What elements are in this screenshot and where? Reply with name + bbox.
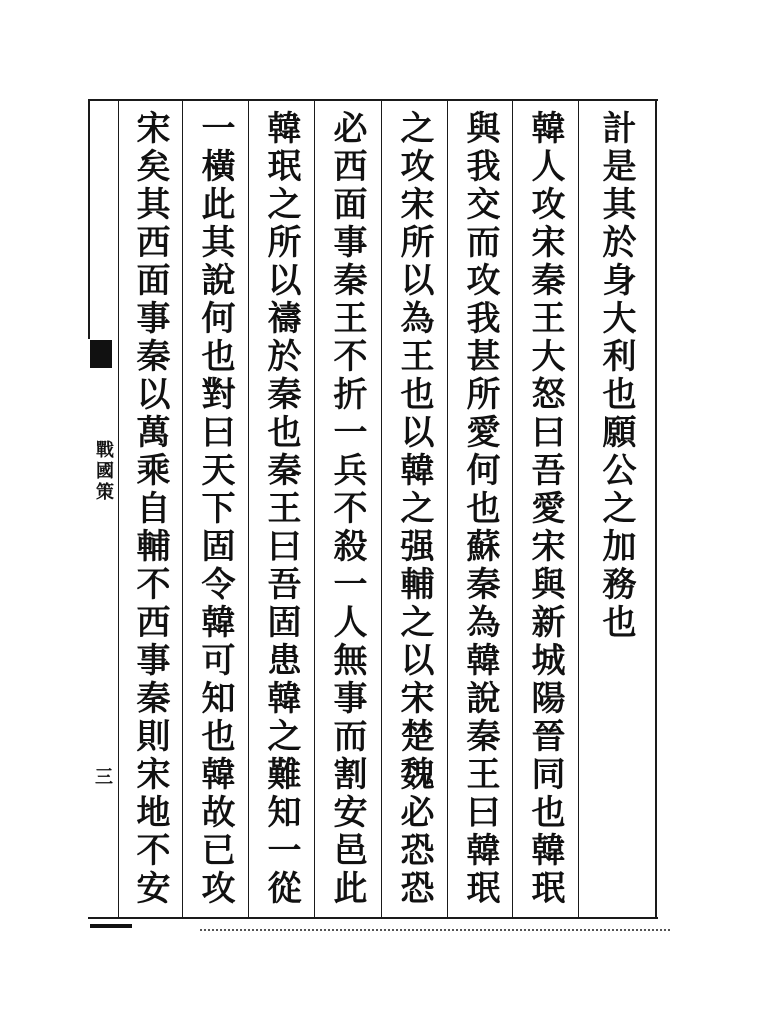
margin-book-title: 戰國策: [93, 440, 114, 503]
text-column: 韓珉之所以禱於秦也秦王曰吾固患韓之難知一從: [261, 110, 301, 908]
foot-mark: [90, 924, 132, 928]
text-column: 宋矣其西面事秦以萬乘自輔不西事秦則宋地不安: [130, 110, 170, 908]
column-divider: [248, 99, 249, 919]
fold-edge: [88, 99, 90, 339]
fishtail-mark: [90, 340, 112, 368]
text-column: 必西面事秦王不折一兵不殺一人無事而割安邑此: [327, 110, 367, 908]
text-column: 之攻宋所以為王也以韓之强輔之以宋楚魏必恐恐: [394, 110, 434, 908]
top-border: [88, 99, 658, 101]
text-column: 與我交而攻我甚所愛何也蘇秦為韓說秦王曰韓珉: [460, 110, 500, 908]
text-column: 韓人攻宋秦王大怒曰吾愛宋與新城陽晉同也韓珉: [525, 110, 565, 908]
column-divider: [447, 99, 448, 919]
column-divider: [314, 99, 315, 919]
column-divider: [578, 99, 579, 919]
foot-rule: [200, 929, 670, 933]
text-column: 一橫此其說何也對曰天下固令韓可知也韓故已攻: [195, 110, 235, 908]
text-column: 計是其於身大利也願公之加務也: [596, 110, 636, 642]
left-text-border: [118, 99, 119, 919]
column-divider: [512, 99, 513, 919]
bottom-border: [88, 917, 658, 919]
right-border: [655, 99, 657, 919]
margin-page-number: 三: [95, 767, 113, 788]
column-divider: [381, 99, 382, 919]
column-divider: [182, 99, 183, 919]
